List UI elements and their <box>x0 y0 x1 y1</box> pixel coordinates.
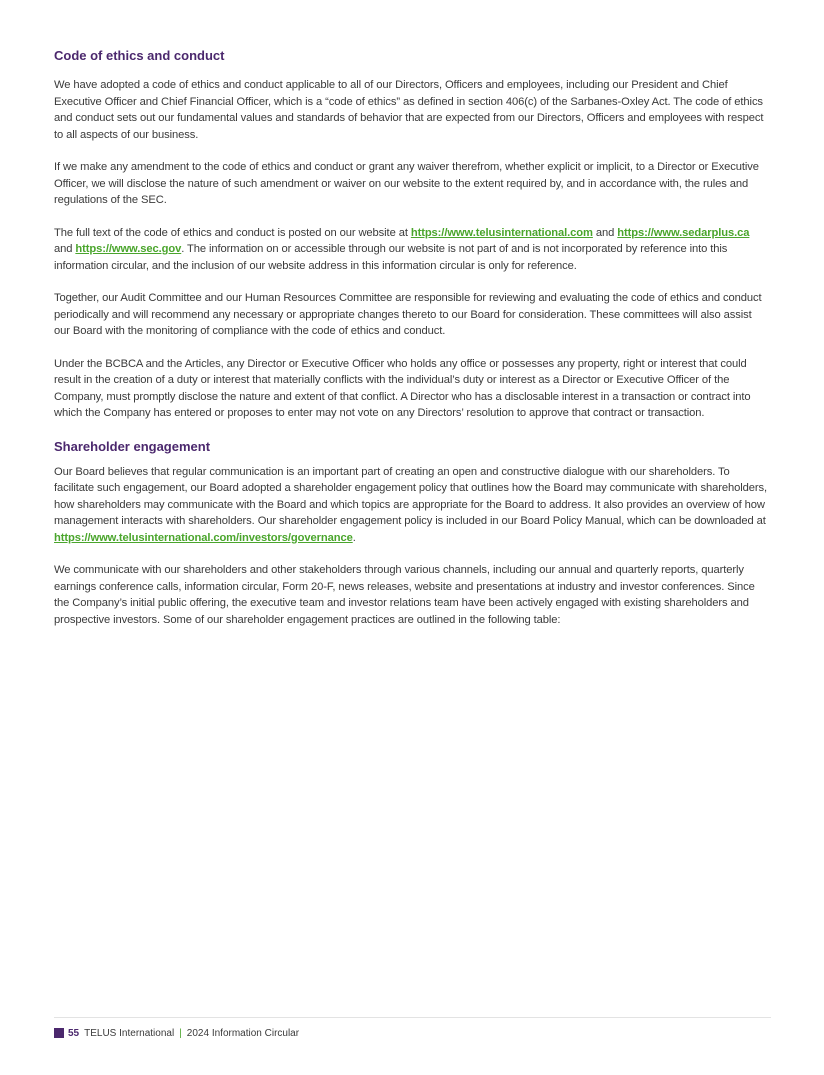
engagement-paragraph-1 <box>54 464 770 547</box>
engagement-paragraph-2: We communicate with our shareholders and other stakeholders through various channels, including our annual and quarterly reports, quarterly earnings conference calls, information circular, Form 20-F, news releases, website and presentations at industry and investor conferences. Since the Company’s initial public offering, the executive team and investor relations team have been actively engaged with existing shareholders and prospective investors. Some of our shareholder engagement practices are outlined in the following table: <box>54 564 755 626</box>
engagement-p1-text-2: . <box>352 531 356 544</box>
section-heading-engagement: Shareholder engagement <box>54 438 211 454</box>
footer-company: TELUS International <box>84 1027 175 1039</box>
ethics-p3-text-2: and <box>592 226 618 239</box>
section-heading-ethics: Code of ethics and conduct <box>54 48 225 63</box>
telus-international-link[interactable]: https://www.telusinternational.com <box>410 226 593 239</box>
footer-document-title: 2024 Information Circular <box>186 1027 300 1039</box>
ethics-paragraph-3 <box>54 225 770 275</box>
ethics-paragraph-1: We have adopted a code of ethics and conduct applicable to all of our Directors, Officers and employees, including our President and Chief Executive Officer and Chief Financial Officer, which is a “code of ethics” as defined in section 406(c) of the Sarbanes-Oxley Act. The code of ethics and conduct sets out our fundamental values and standards of behavior that are expected from our Directors, Officers and employees with respect to all aspects of our business. <box>54 79 764 141</box>
page-content <box>54 47 770 644</box>
page-footer <box>54 1027 299 1039</box>
footer-separator: | <box>179 1027 182 1039</box>
ethics-paragraph-2: If we make any amendment to the code of ethics and conduct or grant any waiver therefrom, whether explicit or implicit, to a Director or Executive Officer, we will disclose the nature of such amendment or waiver on our website to the extent required by, and in accordance with, the rules and regulations of the SEC. <box>54 161 759 206</box>
ethics-paragraph-4: Together, our Audit Committee and our Human Resources Committee are responsible for reviewing and evaluating the code of ethics and conduct periodically and will recommend any necessary or appropriate changes thereto to our Board for consideration. These committees will also assist our Board with the monitoring of compliance with the code of ethics and conduct. <box>54 292 762 337</box>
sedarplus-link[interactable]: https://www.sedarplus.ca <box>617 226 750 239</box>
governance-link[interactable]: https://www.telusinternational.com/investors/governance <box>54 531 353 544</box>
sec-gov-link[interactable]: https://www.sec.gov <box>75 243 182 255</box>
page-number: 55 <box>68 1027 80 1039</box>
ethics-paragraph-5: Under the BCBCA and the Articles, any Director or Executive Officer who holds any office or possesses any property, right or interest that could result in the creation of a duty or interest that materially conflicts with the individual’s duty or interest as a Director or Executive Officer of the Company, must promptly disclose the nature and extent of that conflict. A Director who has a disclosable interest in a transaction or contract into which the Company has entered or proposes to enter may not vote on any Directors’ resolution to approve that contract or transaction. <box>54 357 751 419</box>
ethics-p3-text-1: The full text of the code of ethics and conduct is posted on our website at <box>54 226 411 239</box>
footer-square-icon <box>54 1028 64 1038</box>
ethics-p3-text-3: and <box>54 243 76 255</box>
footer-divider <box>54 1017 771 1018</box>
engagement-p1-text-1: Our Board believes that regular communication is an important part of creating an open and constructive dialogue with our shareholders. To facilitate such engagement, our Board adopted a shareholder engagement policy that outlines how the Board may communicate with shareholders, how shareholders may communicate with the Board and which topics are appropriate for the Board to address. It also provides an overview of how management interacts with shareholders. Our shareholder engagement policy is included in our Board Policy Manual, which can be downloaded at <box>54 465 768 527</box>
ethics-p3-text-4: . The information on or accessible through our website is not part of and is not incorporated by reference into this information circular, and the inclusion of our website address in this information circular is only for reference. <box>54 243 728 272</box>
